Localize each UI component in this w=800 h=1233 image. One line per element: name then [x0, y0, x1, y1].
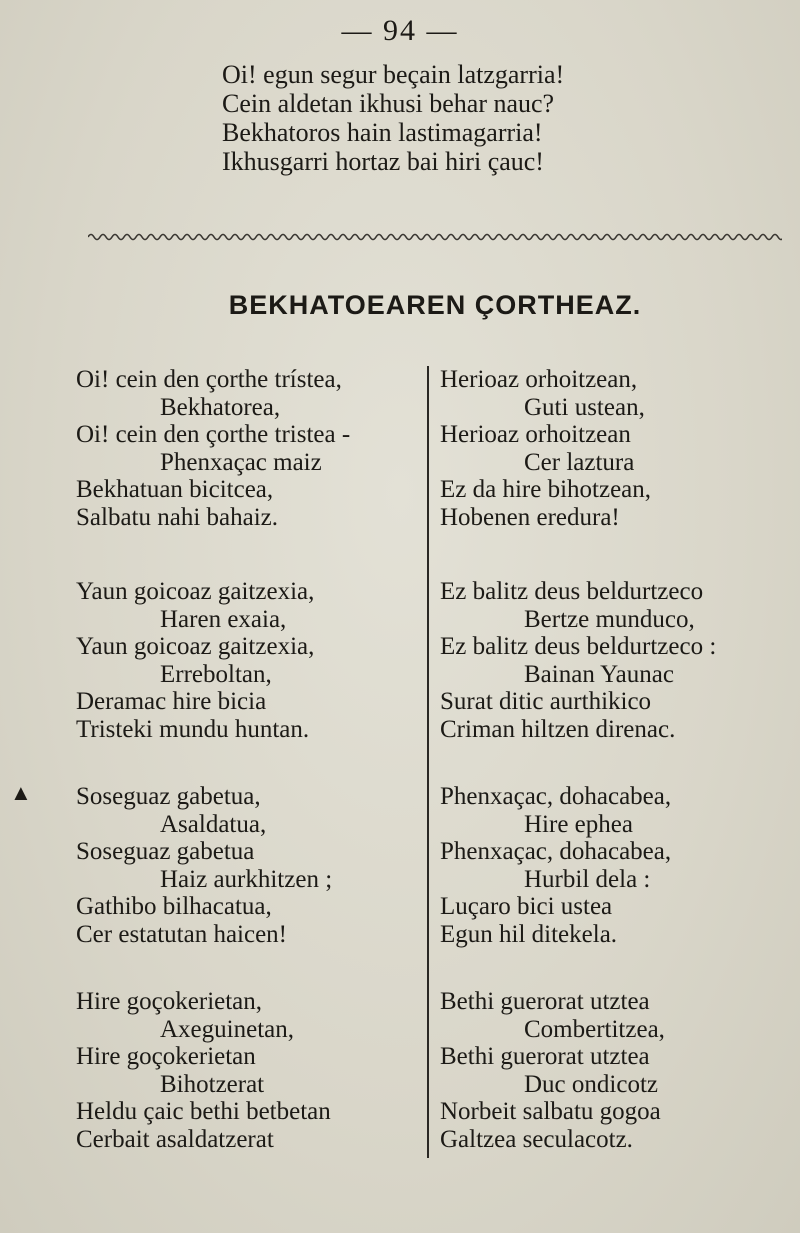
- verse-line: Oi! cein den çorthe trístea,: [76, 366, 342, 393]
- verse-line: Tristeki mundu huntan.: [76, 715, 310, 743]
- verse-line: Bethi guerorat utztea: [440, 1043, 650, 1070]
- top-stanza-line: Cein aldetan ikhusi behar nauc?: [222, 89, 555, 118]
- verse-line: Bainan Yaunac: [524, 660, 674, 688]
- verse-line: Deramac hire bicia: [76, 688, 267, 715]
- verse-line: Hobenen eredura!: [440, 503, 620, 531]
- page-number: — 94 —: [341, 14, 459, 47]
- verse-line: Phenxaçac, dohacabea,: [440, 783, 672, 810]
- top-stanza-line: Oi! egun segur beçain latzgarria!: [222, 60, 565, 89]
- left-stanza-4: [76, 988, 436, 1153]
- left-stanza-1: [76, 366, 436, 531]
- verse-line: Bekhatorea,: [160, 393, 281, 421]
- poem-title: BEKHATOEAREN ÇORTHEAZ.: [228, 290, 642, 320]
- verse-line: Bekhatuan bicitcea,: [76, 476, 274, 503]
- verse-line: Hire goçokerietan: [76, 1043, 256, 1070]
- verse-line: Gathibo bilhacatua,: [76, 893, 272, 920]
- verse-line: Yaun goicoaz gaitzexia,: [76, 578, 315, 605]
- verse-line: Cerbait asaldatzerat: [76, 1125, 274, 1153]
- verse-line: Erreboltan,: [160, 660, 272, 688]
- verse-line: Axeguinetan,: [160, 1015, 294, 1043]
- top-stanza: [222, 60, 564, 176]
- verse-line: Herioaz orhoitzean,: [440, 366, 638, 393]
- verse-line: Egun hil ditekela.: [440, 920, 618, 948]
- verse-line: Hire ephea: [524, 810, 633, 838]
- verse-line: Heldu çaic bethi betbetan: [76, 1098, 331, 1125]
- verse-line: Asaldatua,: [160, 810, 267, 838]
- verse-line: Salbatu nahi bahaiz.: [76, 503, 279, 531]
- margin-mark-icon: ▲: [10, 780, 32, 805]
- right-stanza-3: [440, 783, 800, 948]
- left-stanza-3: [76, 783, 436, 948]
- left-stanza-2: [76, 578, 436, 743]
- verse-line: Combertitzea,: [524, 1015, 665, 1043]
- verse-line: Yaun goicoaz gaitzexia,: [76, 633, 315, 660]
- right-stanza-2: [440, 578, 800, 743]
- verse-line: Soseguaz gabetua: [76, 838, 255, 865]
- verse-line: Herioaz orhoitzean: [440, 421, 631, 448]
- verse-line: Oi! cein den çorthe tristea -: [76, 421, 351, 448]
- verse-line: Galtzea seculacotz.: [440, 1125, 633, 1153]
- verse-line: Guti ustean,: [524, 393, 645, 421]
- verse-line: Ez balitz deus beldurtzeco: [440, 578, 704, 605]
- verse-line: Bihotzerat: [160, 1070, 265, 1098]
- verse-line: Surat ditic aurthikico: [440, 688, 652, 715]
- verse-line: Haiz aurkhitzen ;: [160, 865, 333, 893]
- top-stanza-line: Ikhusgarri hortaz bai hiri çauc!: [222, 147, 544, 176]
- verse-line: Soseguaz gabetua,: [76, 783, 261, 810]
- verse-line: Bertze munduco,: [524, 605, 695, 633]
- verse-line: Bethi guerorat utztea: [440, 988, 650, 1015]
- right-stanza-4: [440, 988, 800, 1153]
- verse-line: Criman hiltzen direnac.: [440, 715, 676, 743]
- verse-line: Cer estatutan haicen!: [76, 920, 288, 948]
- wavy-ornament-divider: [88, 226, 782, 248]
- verse-line: Cer laztura: [524, 448, 635, 476]
- top-stanza-line: Bekhatoros hain lastimagarria!: [222, 118, 543, 147]
- verse-line: Hire goçokerietan,: [76, 988, 263, 1015]
- verse-line: Ez da hire bihotzean,: [440, 476, 652, 503]
- verse-line: Hurbil dela :: [524, 865, 651, 893]
- verse-line: Ez balitz deus beldurtzeco :: [440, 633, 717, 660]
- verse-line: Haren exaia,: [160, 605, 287, 633]
- verse-line: Phenxaçac, dohacabea,: [440, 838, 672, 865]
- verse-line: Luçaro bici ustea: [440, 893, 613, 920]
- verse-line: Norbeit salbatu gogoa: [440, 1098, 661, 1125]
- right-stanza-1: [440, 366, 800, 531]
- verse-line: Phenxaçac maiz: [160, 448, 322, 476]
- verse-line: Duc ondicotz: [524, 1070, 658, 1098]
